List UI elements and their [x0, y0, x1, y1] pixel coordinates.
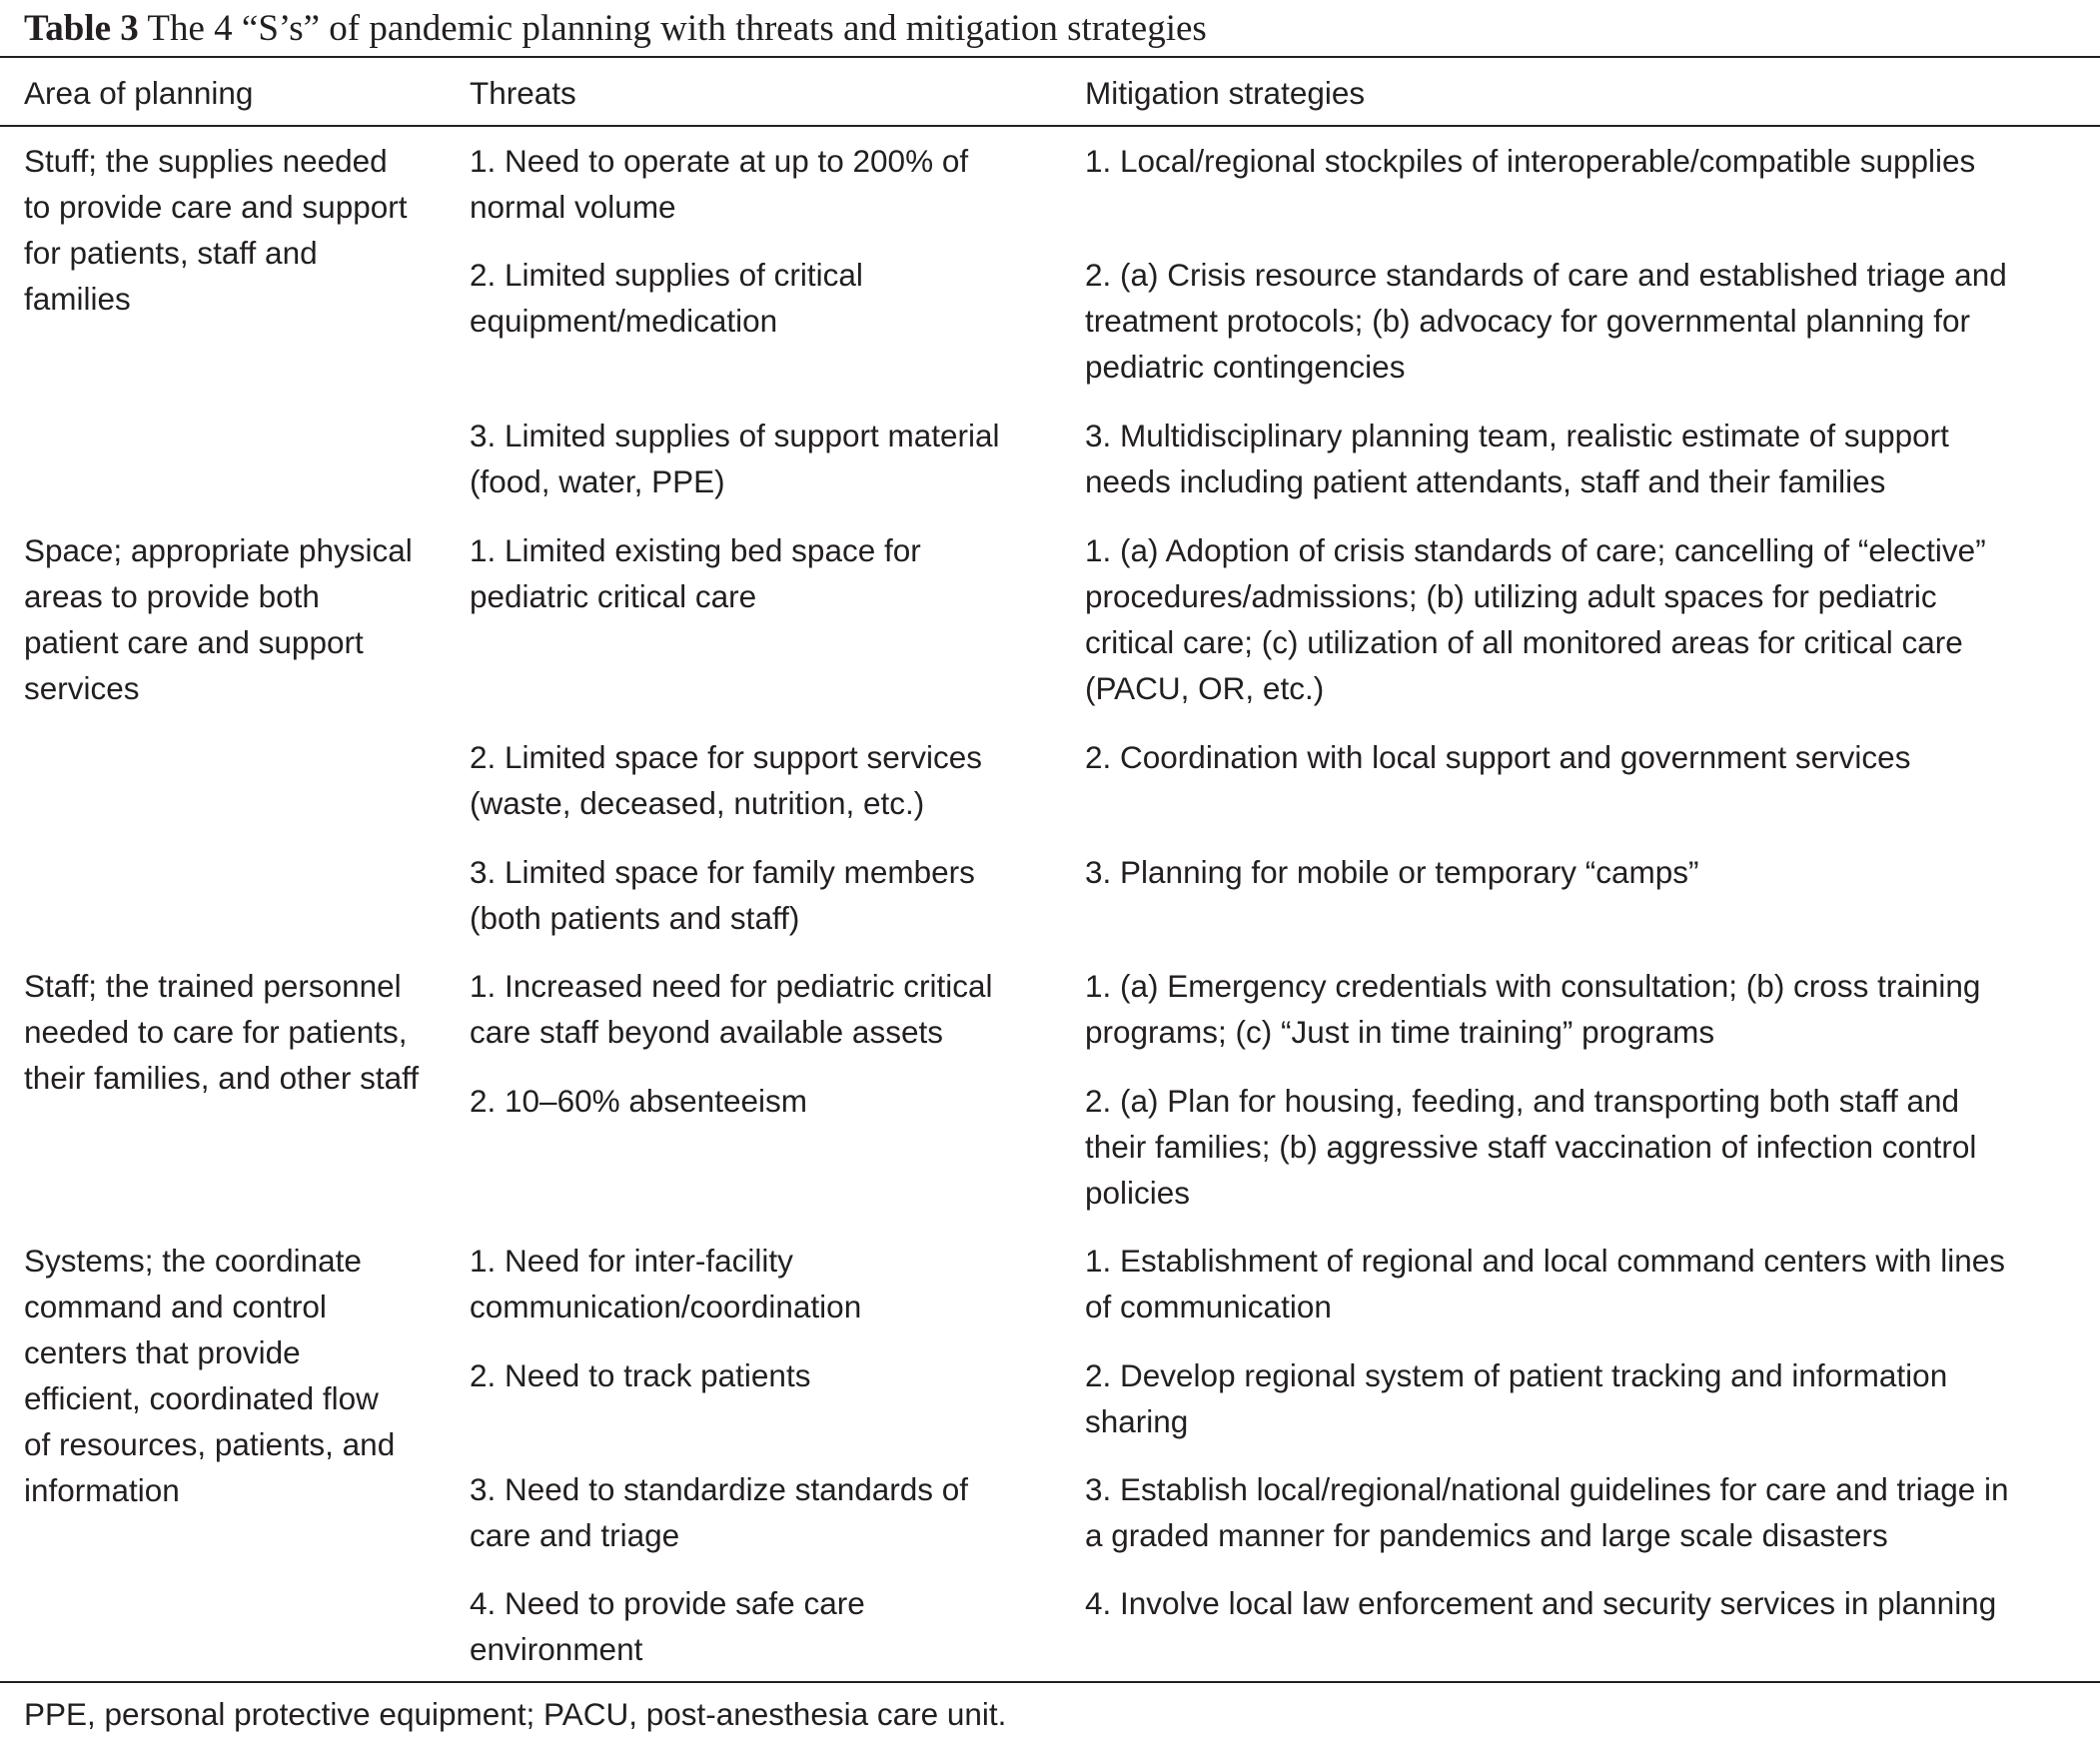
bottom-rule [0, 1681, 2100, 1683]
threat-cell: 3. Limited supplies of support material (food, water, PPE) [470, 418, 1000, 499]
threat-cell: 1. Need for inter-facility communication/coordination [470, 1243, 862, 1324]
threat-cell: 3. Need to standardize standards of care and triage [470, 1471, 969, 1553]
header-threats: Threats [470, 75, 576, 111]
area-cell-stuff: Stuff; the supplies needed to provide care and support for patients, staff and families [24, 143, 408, 317]
table-caption-text: The 4 “S’s” of pandemic planning with threats and mitigation strategies [138, 8, 1207, 49]
area-cell-staff: Staff; the trained personnel needed to care for patients, their families, and other staff [24, 968, 420, 1096]
threat-cell: 2. Need to track patients [470, 1357, 811, 1393]
threat-cell: 1. Increased need for pediatric critical care staff beyond available assets [470, 968, 993, 1050]
mitigation-cell: 1. (a) Emergency credentials with consultation; (b) cross training programs; (c) “Just in time training” programs [1085, 968, 1981, 1050]
table-caption [24, 4, 1207, 54]
mitigation-cell: 3. Multidisciplinary planning team, realistic estimate of support needs including patient attendants, staff and their families [1085, 418, 1949, 499]
mitigation-cell: 2. Coordination with local support and government services [1085, 739, 1911, 775]
threat-cell: 3. Limited space for family members (both patients and staff) [470, 854, 975, 936]
mitigation-cell: 2. Develop regional system of patient tracking and information sharing [1085, 1357, 1948, 1439]
mitigation-cell: 3. Establish local/regional/national guidelines for care and triage in a graded manner for pandemics and large scale disasters [1085, 1471, 2009, 1553]
threat-cell: 2. Limited supplies of critical equipment/medication [470, 257, 863, 339]
threat-cell: 2. 10–60% absenteeism [470, 1083, 807, 1119]
mitigation-cell: 1. Establishment of regional and local command centers with lines of communication [1085, 1243, 2005, 1324]
header-mitigation-strategies: Mitigation strategies [1085, 75, 1366, 111]
mitigation-cell: 2. (a) Plan for housing, feeding, and transporting both staff and their families; (b) aggressive staff vaccination of infection control policies [1085, 1083, 1977, 1211]
threat-cell: 2. Limited space for support services (waste, deceased, nutrition, etc.) [470, 739, 982, 821]
header-rule [0, 125, 2100, 127]
table-footnote: PPE, personal protective equipment; PACU, post-anesthesia care unit. [24, 1696, 1007, 1732]
threat-cell: 1. Need to operate at up to 200% of normal volume [470, 143, 969, 225]
area-cell-space: Space; appropriate physical areas to provide both patient care and support services [24, 532, 413, 706]
mitigation-cell: 4. Involve local law enforcement and security services in planning [1085, 1585, 1997, 1621]
mitigation-cell: 2. (a) Crisis resource standards of care and established triage and treatment protocols; (b) advocacy for governmental planning for pediatric contingencies [1085, 257, 2007, 385]
top-rule [0, 56, 2100, 58]
mitigation-cell: 1. Local/regional stockpiles of interoperable/compatible supplies [1085, 143, 1976, 179]
header-area-of-planning: Area of planning [24, 75, 254, 111]
mitigation-cell: 3. Planning for mobile or temporary “camps” [1085, 854, 1699, 890]
mitigation-cell: 1. (a) Adoption of crisis standards of care; cancelling of “elective” procedures/admissions; (b) utilizing adult spaces for pediatric critical care; (c) utilization of all monitored areas for critical care (PACU, OR, etc.) [1085, 532, 1986, 706]
area-cell-systems: Systems; the coordinate command and control centers that provide efficient, coordinated flow of resources, patients, and information [24, 1243, 396, 1508]
threat-cell: 4. Need to provide safe care environment [470, 1585, 865, 1667]
threat-cell: 1. Limited existing bed space for pediatric critical care [470, 532, 921, 614]
table-header-row [0, 70, 2100, 116]
table-caption-label: Table 3 [24, 8, 139, 49]
